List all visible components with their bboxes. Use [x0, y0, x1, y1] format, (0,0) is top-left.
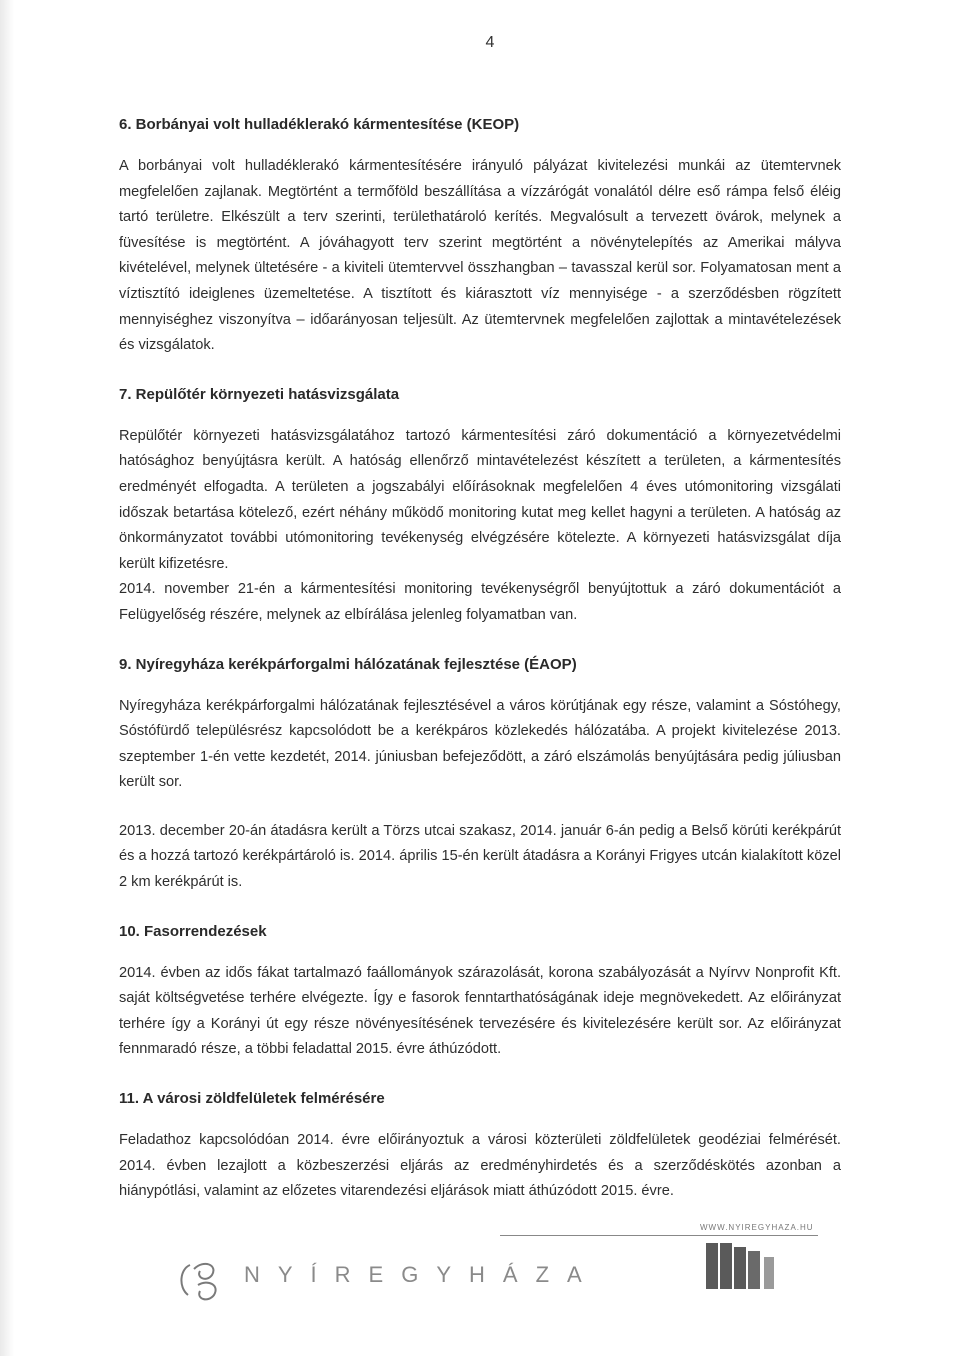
section-9: [119, 652, 841, 896]
footer-logo-text: NYÍREGYHÁZA: [244, 1262, 600, 1287]
section-10: [119, 919, 841, 1063]
section-paragraph: 2014. évben az idős fákat tartalmazó faállományok szárazolását, korona szabályozását a Nyírvv Nonprofit Kft. saját költségvetése terhére elvégezte. Így e fasorok fenntarthatóságának ideje megnövekedett. Az előirányzat terhére így a Korányi út egy része növényesítésének tervezésére és kivitelezésére került sor. Az előirányzat fennmaradó része, a többi feladattal 2015. évre áthúzódott.: [119, 964, 841, 1058]
section-heading: 11. A városi zöldfelületek felmérésére: [119, 1090, 385, 1108]
section-paragraph: Feladathoz kapcsolódóan 2014. évre előirányoztuk a városi közterületi zöldfelületek geodéziai felmérését. 2014. évben lezajlott a közbeszerzési eljárás az eredményhirdetés és a szerződéskötés azonban a hiánypótlási, valamint az előzetes vitarendezési eljárások miatt áthúzódott 2015. évre.: [119, 1132, 841, 1200]
document-body: [119, 112, 841, 1205]
section-heading: 10. Fasorrendezések: [119, 922, 267, 940]
section-6: [119, 112, 841, 359]
section-paragraph: Nyíregyháza kerékpárforgalmi hálózatának fejlesztésével a város körútjának egy része, valamint a Sóstóhegy, Sóstófürdő településrész kapcsolódott be a kerékpáros közlekedés hálózatába. A projekt kivitelezése 2013. szeptember 1-én vette kezdetét, 2014. júniusban befejeződött, a záró elszámolás benyújtására pedig júliusban került sor.: [119, 697, 841, 791]
section-heading: 9. Nyíregyháza kerékpárforgalmi hálózatának fejlesztése (ÉAOP): [119, 655, 577, 673]
section-7: [119, 382, 841, 629]
section-paragraph: A borbányai volt hulladéklerakó kármentesítésére irányuló pályázat kivitelezési munkái az ütemtervnek megfelelően zajlanak. Megtörtént a termőföld beszállítása a vízzárógát vonalától délre eső rámpa felső éléig tartó területre. Elkészült a terv szerinti, területhatároló kerítés. Megvalósult a tervezett övárok, melynek a füvesítése is megtörtént. A jóváhagyott terv szerint megtörtént a növénytelepítés az Amerikai mályva kivételével, melynek ültetésére - a kiviteli ütemtervvel összhangban – tavasszal kerül sor. Folyamatosan ment a víztisztító ideiglenes üzemeltetése. A tisztított és kiárasztott víz mennyisége - a szerződésben rögzített mennyiséghez viszonyítva – időarányosan teljesült. Az ütemtervnek megfelelően zajlottak a mintavételezések és vizsgálatok.: [119, 158, 841, 354]
footer-divider: [500, 1235, 818, 1236]
section-heading: 7. Repülőtér környezeti hatásvizsgálata: [119, 385, 400, 403]
footer-url: WWW.NYIREGYHAZA.HU: [700, 1223, 814, 1232]
section-paragraph: 2014. november 21-én a kármentesítési monitoring tevékenységről benyújtottuk a záró dokumentációt a Felügyelőség részére, melynek az elbírálása jelenleg folyamatban van.: [119, 581, 841, 623]
nyiregyhaza-logo-icon: [176, 1255, 226, 1305]
section-heading: 6. Borbányai volt hulladéklerakó kármentesítése (KEOP): [119, 116, 520, 133]
page-number: 4: [485, 34, 495, 51]
scan-edge-shadow: [0, 0, 14, 1356]
section-paragraph: 2013. december 20-án átadásra került a Törzs utcai szakasz, 2014. január 6-án pedig a Belső körúti kerékpárút és a hozzá tartozó kerékpártároló is. 2014. április 15-én került átadásra a Korányi Frigyes utcán kialakított közel 2 km kerékpárút is.: [119, 822, 841, 891]
section-11: [119, 1086, 841, 1205]
section-paragraph: Repülőtér környezeti hatásvizsgálatához tartozó kármentesítési záró dokumentáció a környezetvédelmi hatósághoz benyújtásra került. A hatóság ellenőrző mintavételezést készített a területen, a kármentesítés eredményét elfogadta. A területen a jogszabályi előírásoknak megfelelően 4 éves utómonitoring vizsgálati időszak betartása kötelező, ezért néhány működő monitoring kutat meg kellet hagyni a területen. A hatóság az önkormányzatot további utómonitoring tevékenység elvégzésére kötelezte. A környezeti hatásvizsgálat díja került kifizetésre.: [119, 427, 841, 572]
